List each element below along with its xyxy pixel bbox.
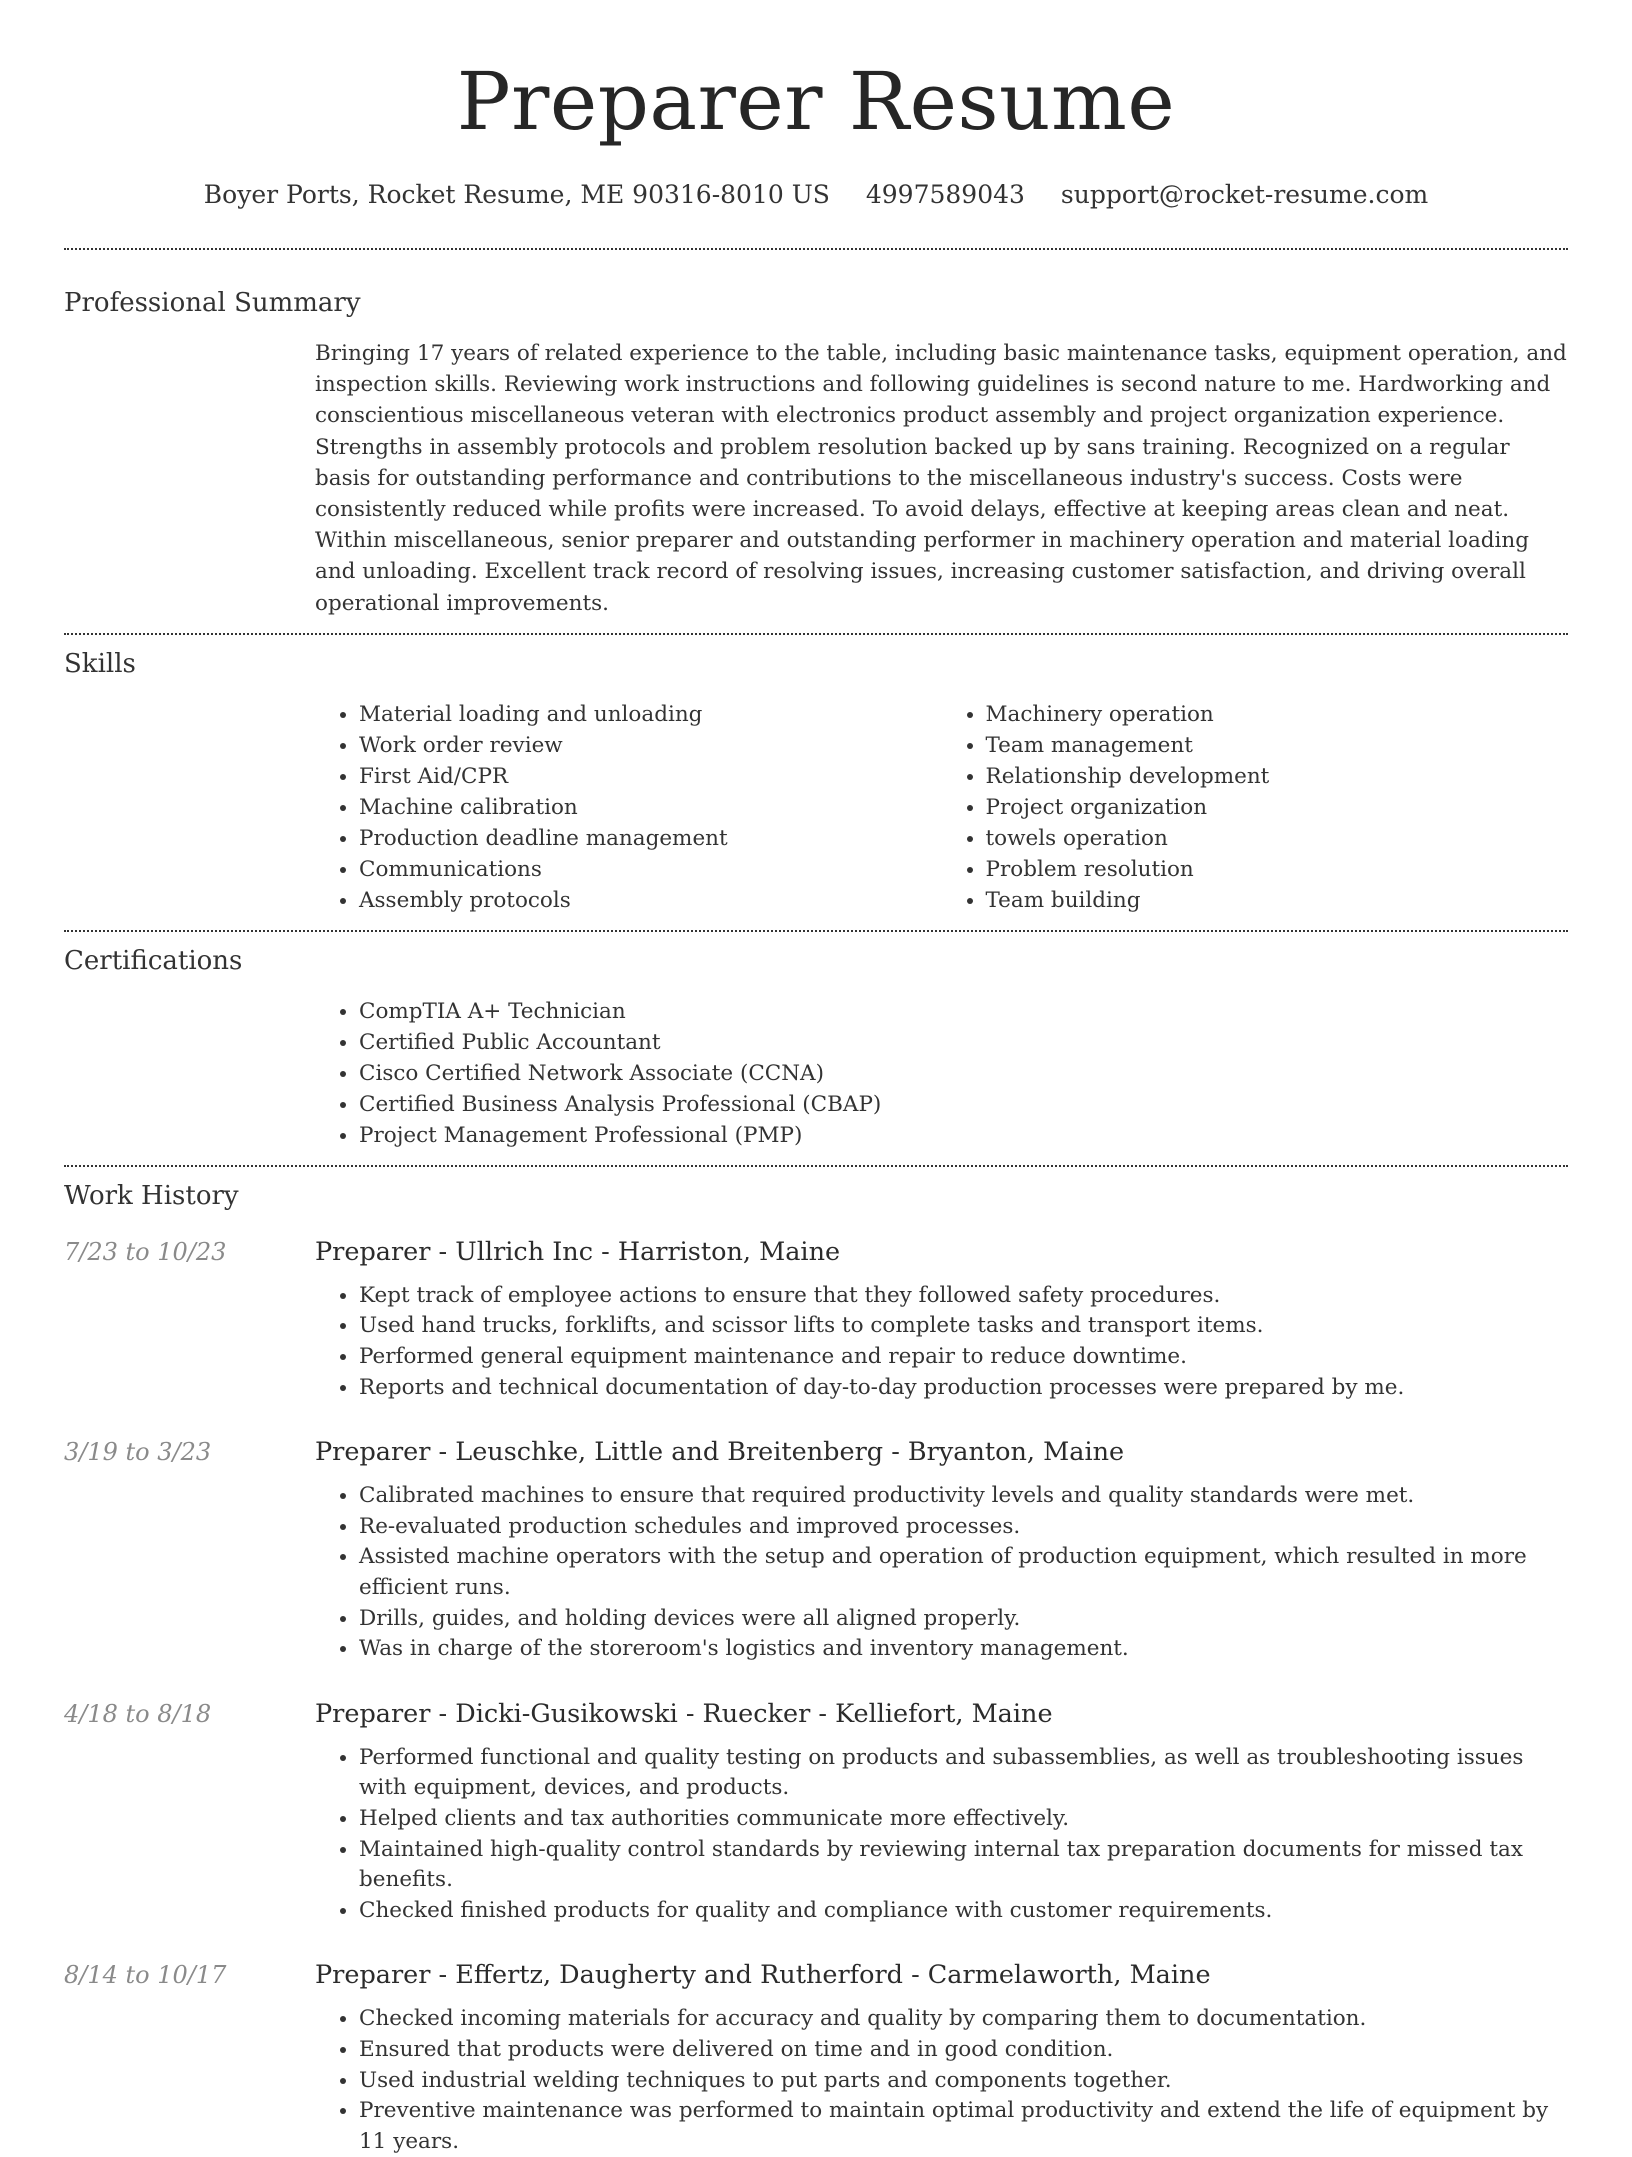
certification-item: • CompTIA A+ Technician [359, 996, 1568, 1027]
job-bullet: • Checked incoming materials for accuracy and quality by comparing them to documentation. [359, 2004, 1568, 2035]
job-bullet: • Ensured that products were delivered on time and in good condition. [359, 2035, 1568, 2066]
job-bullet: • Used industrial welding techniques to put parts and components together. [359, 2066, 1568, 2097]
skill-item: • Team management [986, 730, 1569, 761]
skills-grid [315, 699, 1568, 916]
contact-address: Boyer Ports, Rocket Resume, ME 90316-8010 US [203, 180, 830, 209]
certification-item: • Cisco Certified Network Associate (CCNA) [359, 1058, 1568, 1089]
summary-body [315, 338, 1568, 619]
job-dates: 4/18 to 8/18 [64, 1699, 212, 1728]
job-title: Preparer - Leuschke, Little and Breitenberg - Bryanton, Maine [315, 1437, 1125, 1468]
job-bullet: • Assisted machine operators with the setup and operation of production equipment, which resulted in more efficient runs. [359, 1542, 1568, 1603]
skill-item: • towels operation [986, 823, 1569, 854]
section-divider [64, 930, 1568, 932]
certification-item: • Certified Business Analysis Professional (CBAP) [359, 1089, 1568, 1120]
job-dates: 7/23 to 10/23 [64, 1237, 227, 1266]
skill-item: • Project organization [986, 792, 1569, 823]
contact-email: support@rocket-resume.com [1060, 180, 1429, 209]
skill-item: • Problem resolution [986, 854, 1569, 885]
job-entry [64, 1435, 1568, 1665]
job-dates: 8/14 to 10/17 [64, 1961, 227, 1990]
job-bullet: • Preventive maintenance was performed to maintain optimal productivity and extend the life of equipment by 11 years. [359, 2096, 1568, 2157]
skill-item: • Assembly protocols [359, 885, 942, 916]
job-body [315, 1281, 1568, 1403]
certification-item: • Project Management Professional (PMP) [359, 1120, 1568, 1151]
skill-item: • Team building [986, 885, 1569, 916]
job-bullet: • Reports and technical documentation of day-to-day production processes were prepared by me. [359, 1373, 1568, 1404]
resume-title: Preparer Resume [456, 55, 1176, 148]
job-bullets [315, 1743, 1568, 1927]
job-bullet: • Used hand trucks, forklifts, and scissor lifts to complete tasks and transport items. [359, 1311, 1568, 1342]
job-bullet: • Kept track of employee actions to ensure that they followed safety procedures. [359, 1281, 1568, 1312]
skill-item: • Communications [359, 854, 942, 885]
skills-heading: Skills [64, 648, 136, 679]
job-bullet: • Performed general equipment maintenance and repair to reduce downtime. [359, 1342, 1568, 1373]
job-entry [64, 1958, 1568, 2157]
job-body [315, 2004, 1568, 2157]
job-body [315, 1743, 1568, 1927]
certifications-list [315, 996, 1568, 1151]
section-divider [64, 633, 1568, 635]
summary-text: Bringing 17 years of related experience to the table, including basic maintenance tasks, equipment operation, and inspection skills. Reviewing work instructions and following guidelines is second nature to me. Hardworking and conscientious miscellaneous veteran with electronics product assembly and project organization experience. Strengths in assembly protocols and problem resolution backed up by sans training. Recognized on a regular basis for outstanding performance and contributions to the miscellaneous industry's success. Costs were consistently reduced while profits were increased. To avoid delays, effective at keeping areas clean and neat. Within miscellaneous, senior preparer and outstanding performer in machinery operation and material loading and unloading. Excellent track record of resolving issues, increasing customer satisfaction, and driving overall operational improvements. [315, 341, 1567, 616]
skill-item: • Production deadline management [359, 823, 942, 854]
job-body [315, 1481, 1568, 1665]
work-history-heading: Work History [64, 1180, 239, 1211]
job-title: Preparer - Ullrich Inc - Harriston, Maine [315, 1236, 841, 1267]
job-bullet: • Re-evaluated production schedules and improved processes. [359, 1512, 1568, 1543]
certifications-heading: Certifications [64, 945, 243, 976]
job-title: Preparer - Effertz, Daugherty and Rutherford - Carmelaworth, Maine [315, 1960, 1211, 1991]
skills-list-right [942, 699, 1569, 916]
job-bullet: • Calibrated machines to ensure that required productivity levels and quality standards were met. [359, 1481, 1568, 1512]
skill-item: • Material loading and unloading [359, 699, 942, 730]
job-bullet: • Drills, guides, and holding devices were all aligned properly. [359, 1604, 1568, 1635]
job-dates: 3/19 to 3/23 [64, 1438, 212, 1467]
skill-item: • Relationship development [986, 761, 1569, 792]
summary-heading: Professional Summary [64, 288, 361, 318]
job-bullet: • Checked finished products for quality and compliance with customer requirements. [359, 1896, 1568, 1927]
skill-item: • Work order review [359, 730, 942, 761]
skill-item: • First Aid/CPR [359, 761, 942, 792]
certifications-section [64, 944, 1568, 1151]
skill-item: • Machinery operation [986, 699, 1569, 730]
job-bullet: • Helped clients and tax authorities communicate more effectively. [359, 1804, 1568, 1835]
job-bullet: • Was in charge of the storeroom's logistics and inventory management. [359, 1634, 1568, 1665]
skills-list-left [315, 699, 942, 916]
section-divider [64, 248, 1568, 250]
certifications-body [315, 996, 1568, 1151]
job-bullet: • Maintained high-quality control standards by reviewing internal tax preparation documents for missed tax benefits. [359, 1835, 1568, 1896]
section-divider [64, 1165, 1568, 1167]
skill-item: • Machine calibration [359, 792, 942, 823]
contact-phone: 4997589043 [865, 180, 1025, 209]
job-entry [64, 1235, 1568, 1403]
contact-line [64, 178, 1568, 212]
skills-section [64, 647, 1568, 916]
job-bullets [315, 1481, 1568, 1665]
job-bullets [315, 1281, 1568, 1403]
work-history-section [64, 1179, 1568, 2157]
certification-item: • Certified Public Accountant [359, 1027, 1568, 1058]
summary-section [64, 286, 1568, 619]
job-bullet: • Performed functional and quality testing on products and subassemblies, as well as troubleshooting issues with equipment, devices, and products. [359, 1743, 1568, 1804]
job-title: Preparer - Dicki-Gusikowski - Ruecker - Kelliefort, Maine [315, 1698, 1053, 1729]
job-bullets [315, 2004, 1568, 2157]
job-entry [64, 1697, 1568, 1927]
